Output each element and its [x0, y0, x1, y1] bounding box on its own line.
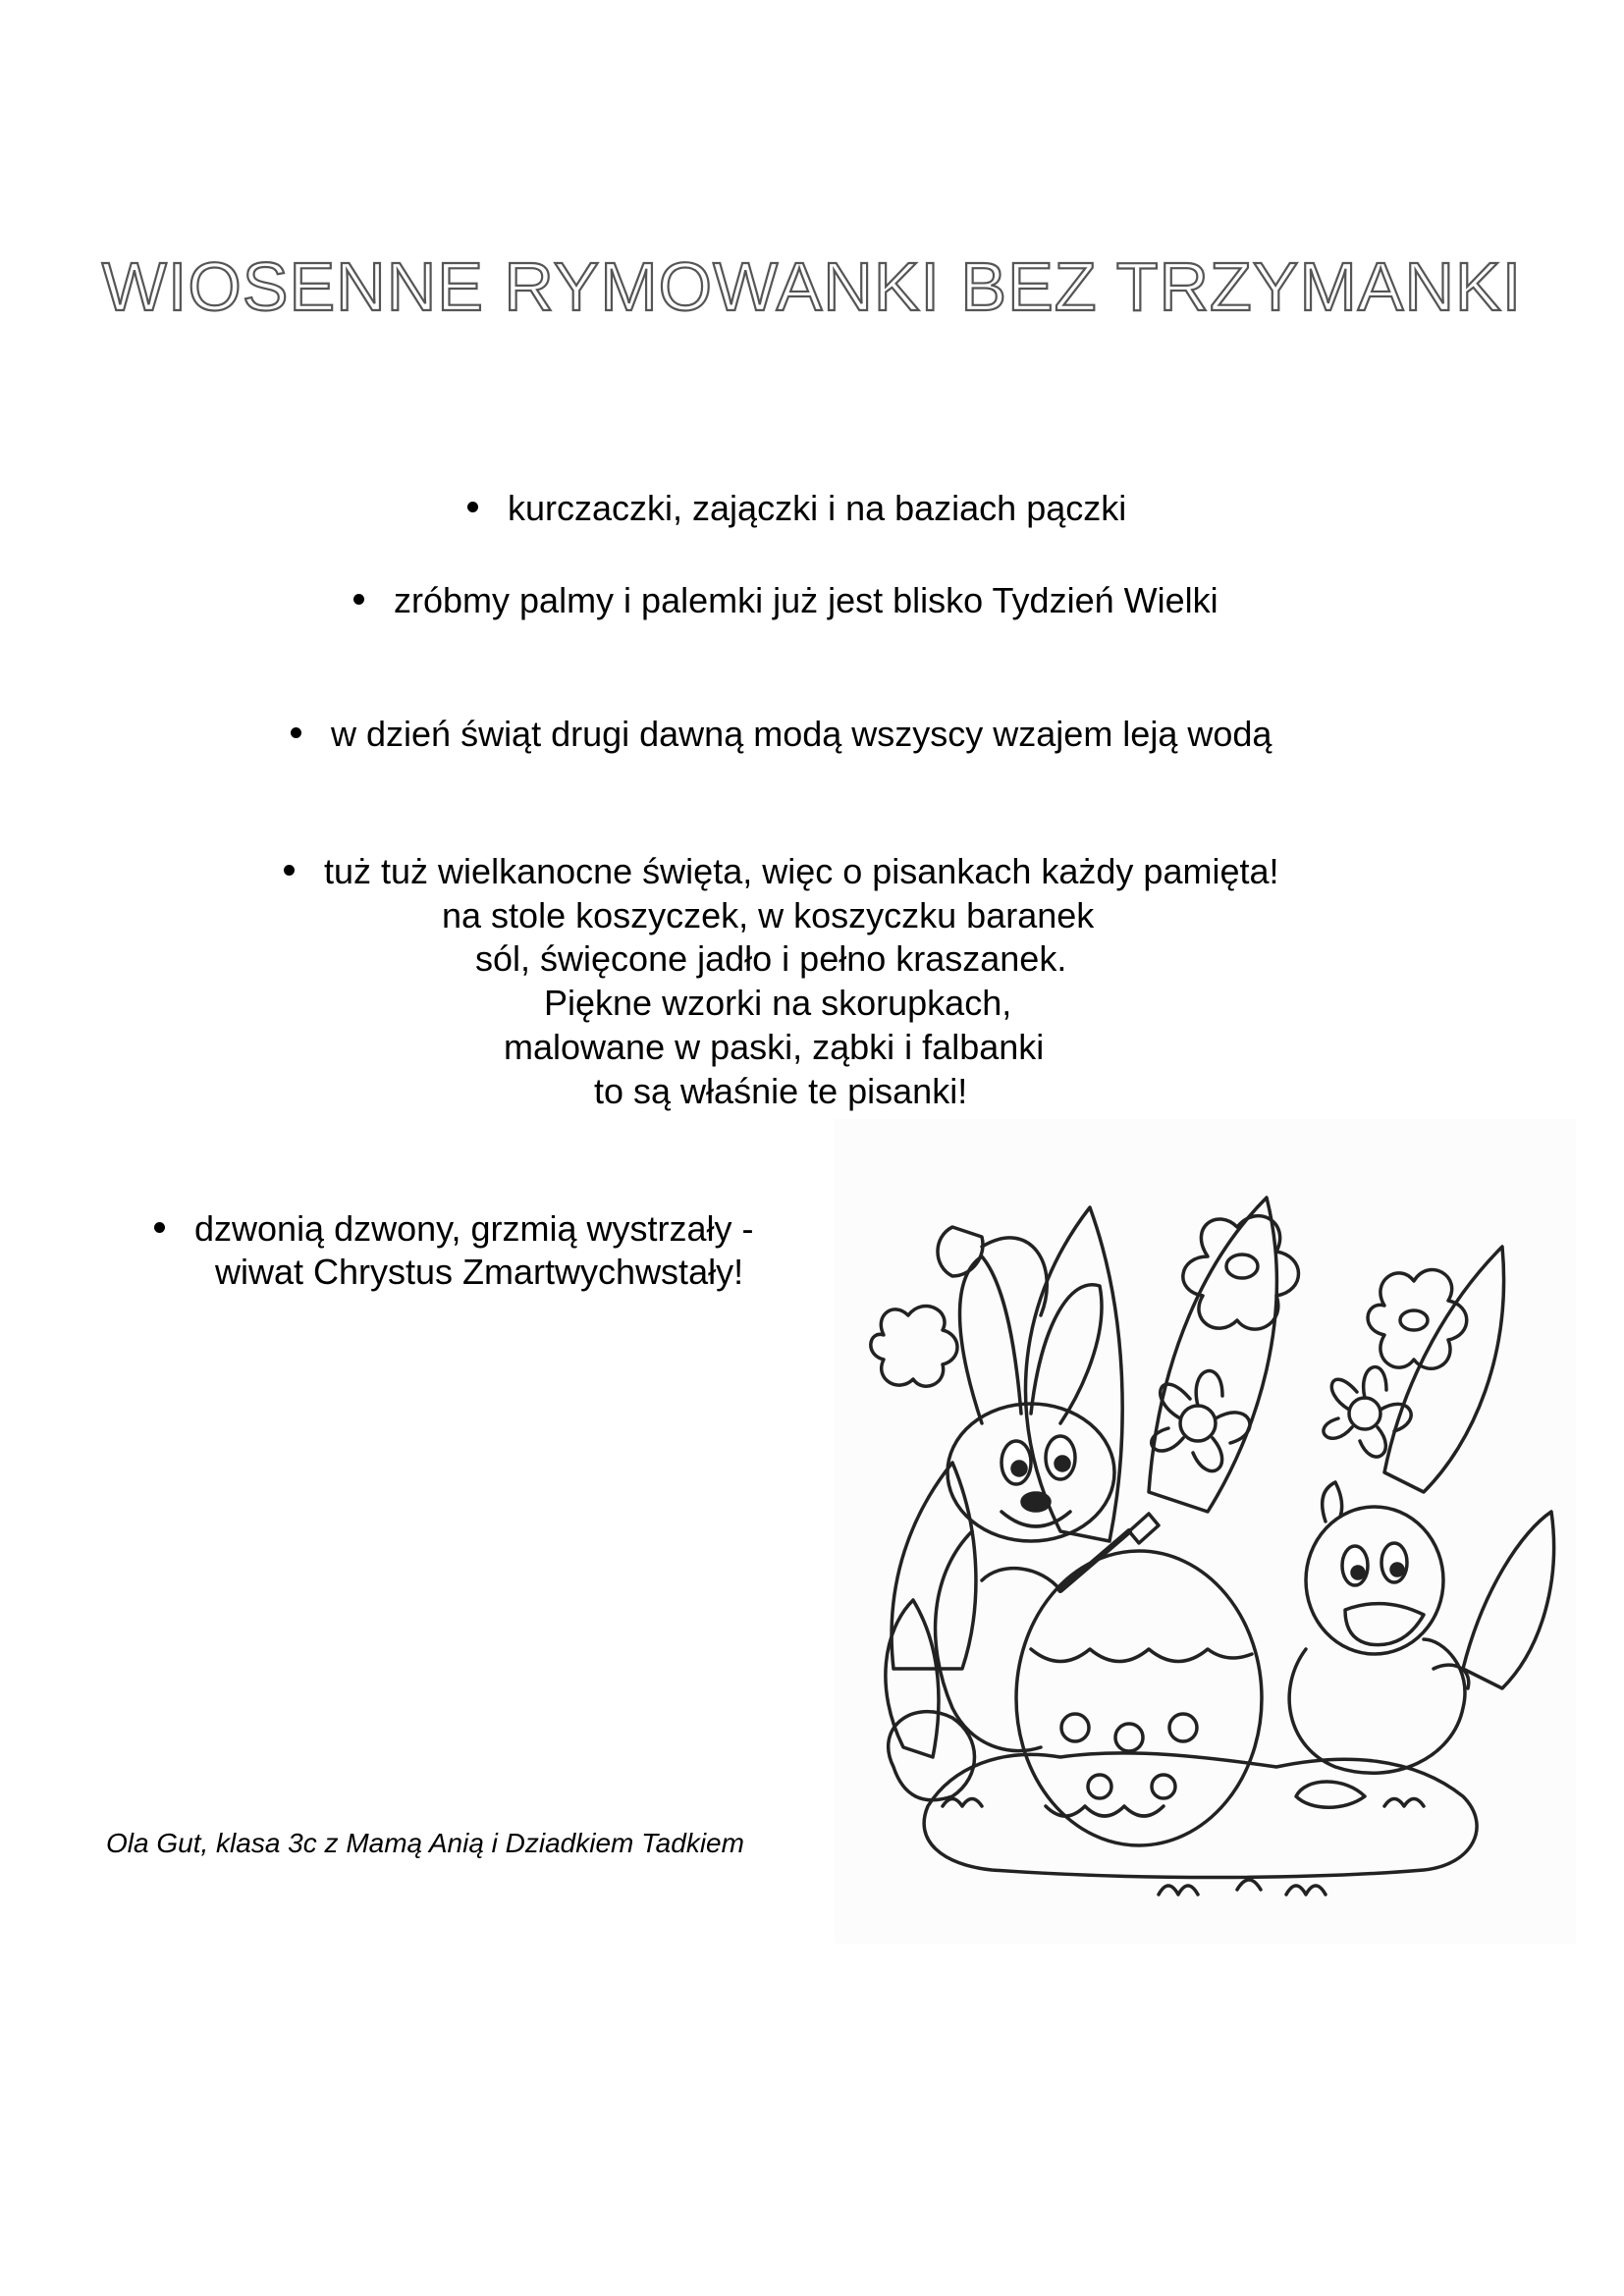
- verse-line-2: sól, święcone jadło i pełno kraszanek.: [475, 938, 1067, 979]
- leaf: [1149, 1198, 1276, 1512]
- verse-line-5: to są właśnie te pisanki!: [594, 1071, 968, 1111]
- flower-top: [1183, 1216, 1299, 1329]
- leaf: [1384, 1247, 1504, 1492]
- author-credit: Ola Gut, klasa 3c z Mamą Anią i Dziadkiem Tadkiem: [106, 1828, 744, 1858]
- verse-line-4: malowane w paski, ząbki i falbanki: [504, 1027, 1045, 1067]
- bullet-icon: [154, 1222, 165, 1233]
- bullet-icon: [284, 865, 295, 876]
- rhyme-item-3: [291, 713, 1272, 756]
- bullet-icon: [291, 727, 301, 738]
- daisy-right: [1324, 1367, 1411, 1457]
- rhyme-item-2: [353, 579, 1218, 622]
- duckling: [1289, 1482, 1469, 1807]
- daisy: [1152, 1371, 1250, 1471]
- easter-coloring-illustration: [835, 1119, 1576, 1944]
- verse-line-1: na stole koszyczek, w koszyczku baranek: [442, 895, 1095, 935]
- rhyme-text: kurczaczki, zajączki i na baziach pączki: [508, 488, 1127, 528]
- rhyme-item-5-continuation: [215, 1251, 743, 1294]
- rhyme-text: dzwonią dzwony, grzmią wystrzały -: [194, 1208, 754, 1249]
- rhyme-item-1: [467, 487, 1126, 530]
- bullet-icon: [353, 594, 364, 605]
- leaf: [1463, 1512, 1554, 1688]
- rhyme-item-4: [284, 850, 1279, 893]
- rhyme-text: w dzień świąt drugi dawną modą wszyscy wzajem leją wodą: [331, 714, 1272, 754]
- bullet-icon: [467, 502, 478, 512]
- rhyme-text: wiwat Chrystus Zmartwychwstały!: [215, 1252, 744, 1292]
- flower-left: [871, 1307, 957, 1387]
- rhyme-text: tuż tuż wielkanocne święta, więc o pisankach każdy pamięta!: [324, 851, 1279, 891]
- verse-line-3: Piękne wzorki na skorupkach,: [544, 983, 1012, 1023]
- flower-right: [1368, 1270, 1467, 1369]
- page-title: WIOSENNE RYMOWANKI BEZ TRZYMANKI: [101, 248, 1523, 325]
- rhyme-item-5: [154, 1207, 754, 1251]
- rhyme-text: zróbmy palmy i palemki już jest blisko Tydzień Wielki: [394, 580, 1218, 620]
- easter-egg: [1016, 1551, 1262, 1845]
